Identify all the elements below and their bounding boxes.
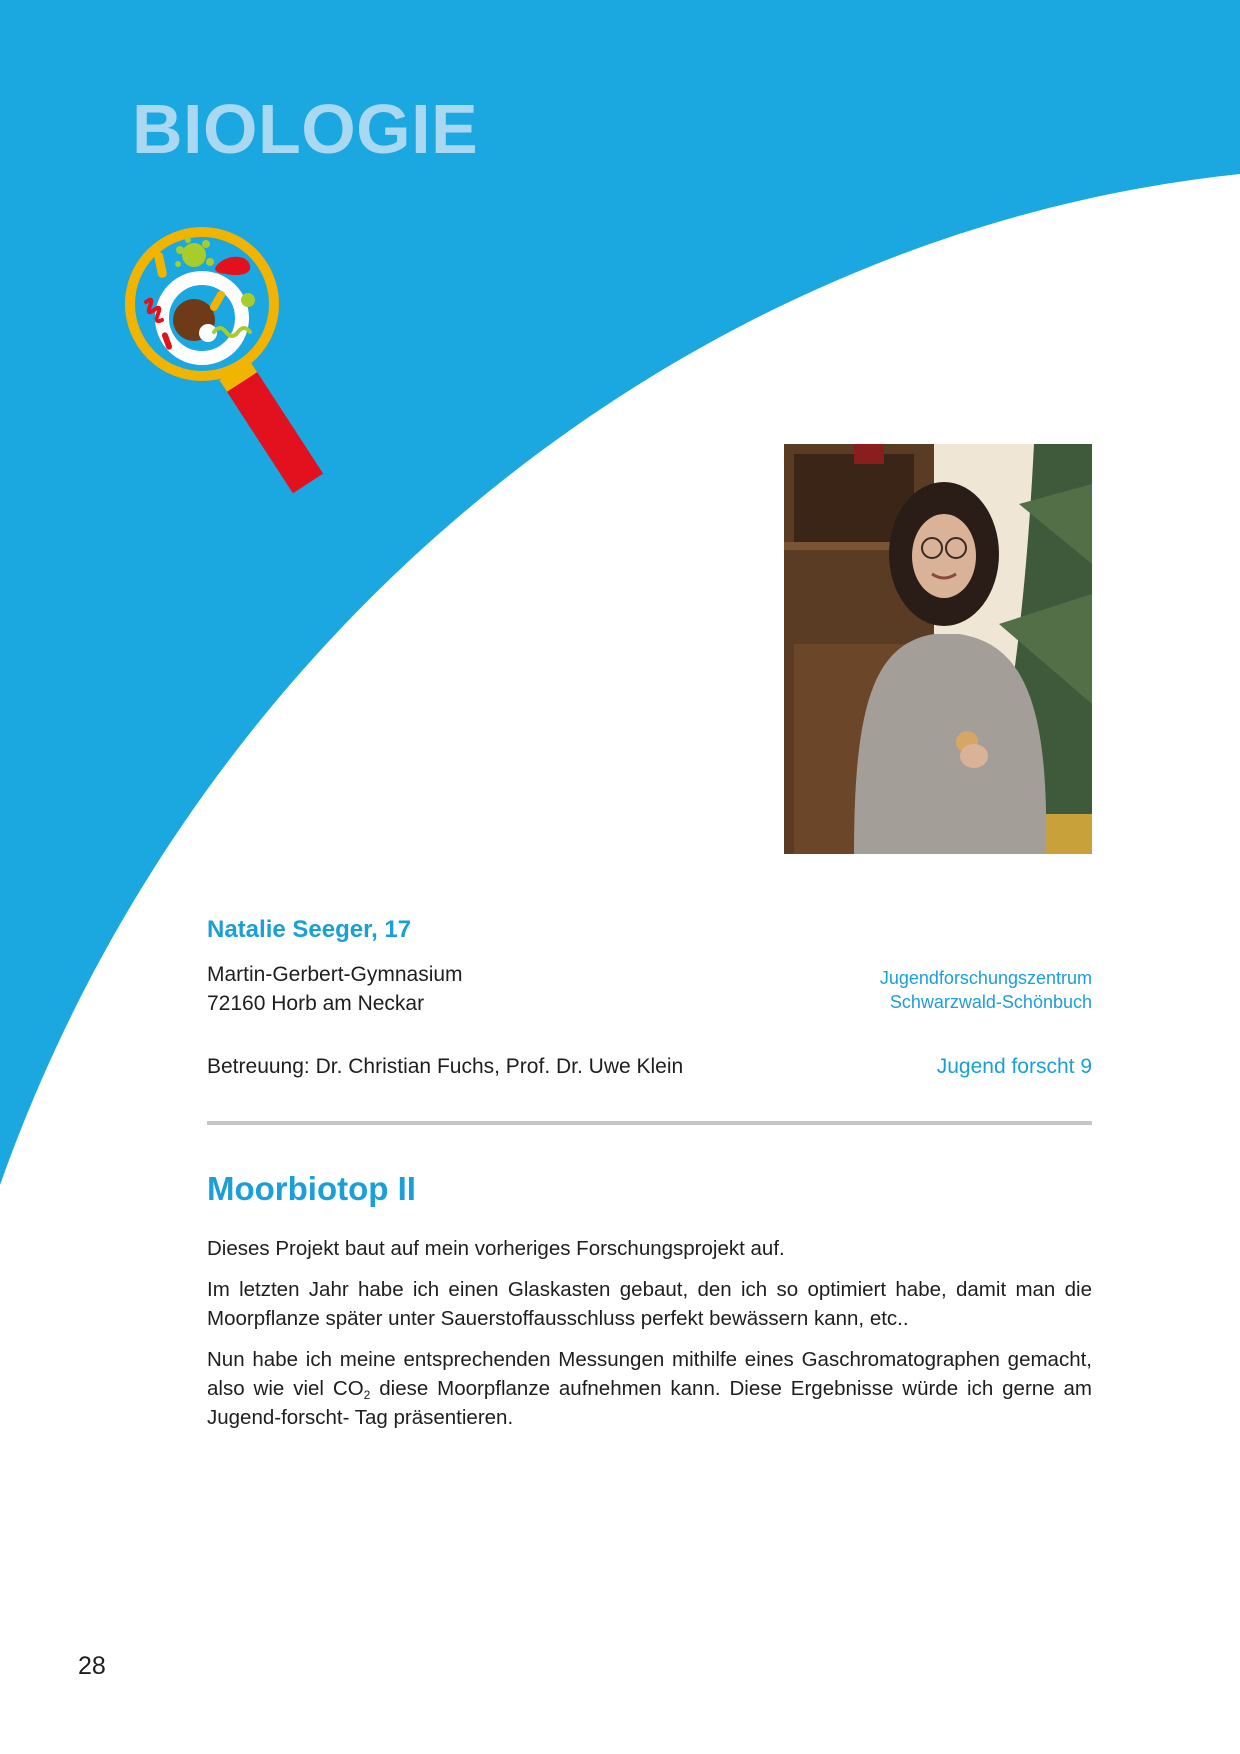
paragraph-3-part2: diese Moorpflanze aufnehmen kann. Diese Ergebnisse würde ich gerne am Jugend-forscht- Tag präsentieren. [207, 1377, 1092, 1429]
student-photo [784, 444, 1092, 854]
paragraph-3 [207, 1345, 1092, 1432]
school-info [207, 960, 463, 1018]
research-center-line2: Schwarzwald-Schönbuch [889, 992, 1092, 1012]
magnifying-glass-microbes-icon [118, 220, 338, 500]
student-name: Natalie Seeger, 17 [207, 916, 412, 943]
school-name: Martin-Gerbert-Gymnasium [207, 963, 463, 986]
page-number: 28 [78, 1652, 106, 1680]
research-center-line1: Jugendforschungszentrum [879, 968, 1092, 988]
paragraph-1: Dieses Projekt baut auf mein vorheriges Forschungsprojekt auf. [207, 1237, 785, 1260]
supervision: Betreuung: Dr. Christian Fuchs, Prof. Dr. Uwe Klein [207, 1055, 684, 1078]
co2-subscript: 2 [363, 1388, 371, 1402]
paragraph-2: Im letzten Jahr habe ich einen Glaskasten gebaut, den ich so optimiert habe, damit man die Moorpflanze später unter Sauerstoffausschluss perfekt bewässern kann, etc.. [207, 1278, 1092, 1330]
project-description [207, 1234, 1092, 1444]
divider [207, 1121, 1092, 1125]
school-city: 72160 Horb am Neckar [207, 992, 425, 1015]
category-title: BIOLOGIE [132, 90, 479, 168]
project-title: Moorbiotop II [207, 1170, 416, 1207]
competition-label: Jugend forscht 9 [936, 1055, 1092, 1078]
research-center [880, 966, 1092, 1014]
paragraph-3-part1: Nun habe ich meine entsprechenden Messungen mithilfe eines Gaschromatographen gemacht, also wie viel CO [207, 1348, 1092, 1400]
